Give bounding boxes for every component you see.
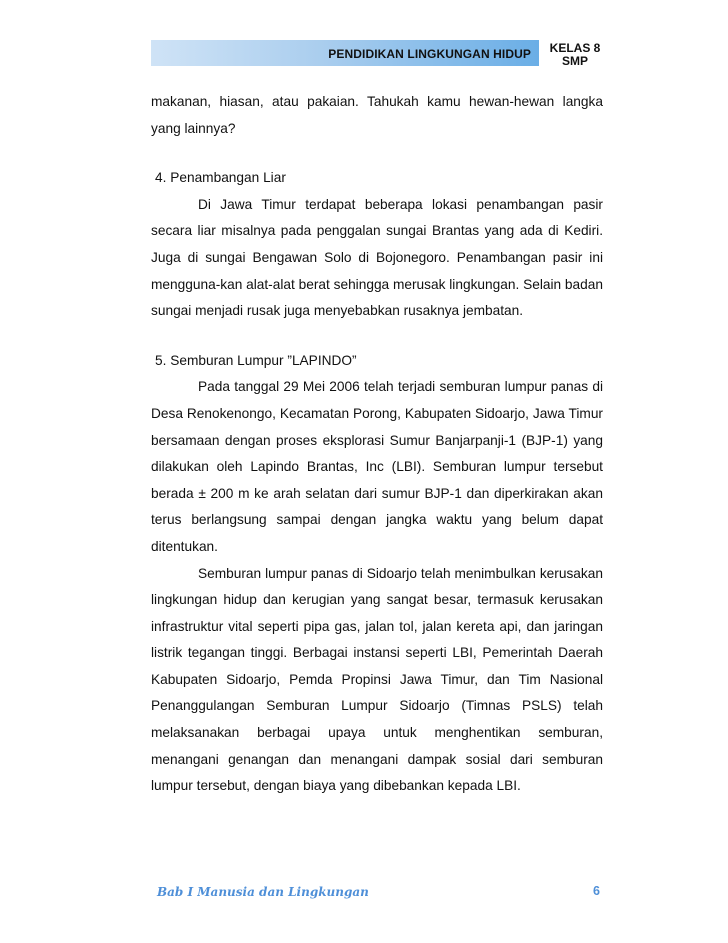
header-class-label: [542, 42, 608, 68]
section-5-paragraph-1: Pada tanggal 29 Mei 2006 telah terjadi semburan lumpur panas di Desa Renokenongo, Kecamatan Porong, Kabupaten Sidoarjo, Jawa Timur bersamaan dengan proses eksplorasi Sumur Banjarpanji-1 (BJP-1) yang dilakukan oleh Lapindo Brantas, Inc (LBI). Semburan lumpur tersebut berada ± 200 m ke arah selatan dari sumur BJP-1 dan diperkirakan akan terus berlangsung sampai dengan jangka waktu yang belum dapat ditentukan.: [151, 379, 603, 554]
header-class-line2: SMP: [561, 54, 588, 68]
section-5-heading: 5. Semburan Lumpur ”LAPINDO”: [155, 352, 357, 368]
header-title: PENDIDIKAN LINGKUNGAN HIDUP: [328, 47, 531, 61]
header-bar: [151, 40, 539, 66]
footer-page-number: 6: [593, 884, 600, 898]
page-body: [151, 89, 603, 800]
section-4-heading: 4. Penambangan Liar: [155, 170, 286, 186]
intro-paragraph: makanan, hiasan, atau pakaian. Tahukah kamu hewan-hewan langka yang lainnya?: [151, 94, 603, 136]
header-class-line1: KELAS 8: [549, 41, 601, 55]
footer-chapter-title: Bab I Manusia dan Lingkungan: [157, 885, 369, 899]
section-5-paragraph-2: Semburan lumpur panas di Sidoarjo telah menimbulkan kerusakan lingkungan hidup dan kerugian yang sangat besar, termasuk kerusakan infrastruktur vital seperti pipa gas, jalan tol, jalan kereta api, dan jaringan listrik tegangan tinggi. Berbagai instansi seperti LBI, Pemerintah Daerah Kabupaten Sidoarjo, Pemda Propinsi Jawa Timur, dan Tim Nasional Penanggulangan Semburan Lumpur Sidoarjo (Timnas PSLS) telah melaksanakan berbagai upaya untuk menghentikan semburan, menangani genangan dan menangani dampak sosial dari semburan lumpur tersebut, dengan biaya yang dibebankan kepada LBI.: [151, 565, 603, 794]
section-4-paragraph: Di Jawa Timur terdapat beberapa lokasi penambangan pasir secara liar misalnya pada penggalan sungai Brantas yang ada di Kediri. Juga di sungai Bengawan Solo di Bojonegoro. Penambangan pasir ini mengguna-kan alat-alat berat sehingga merusak lingkungan. Selain badan sungai menjadi rusak juga menyebabkan rusaknya jembatan.: [151, 196, 603, 319]
